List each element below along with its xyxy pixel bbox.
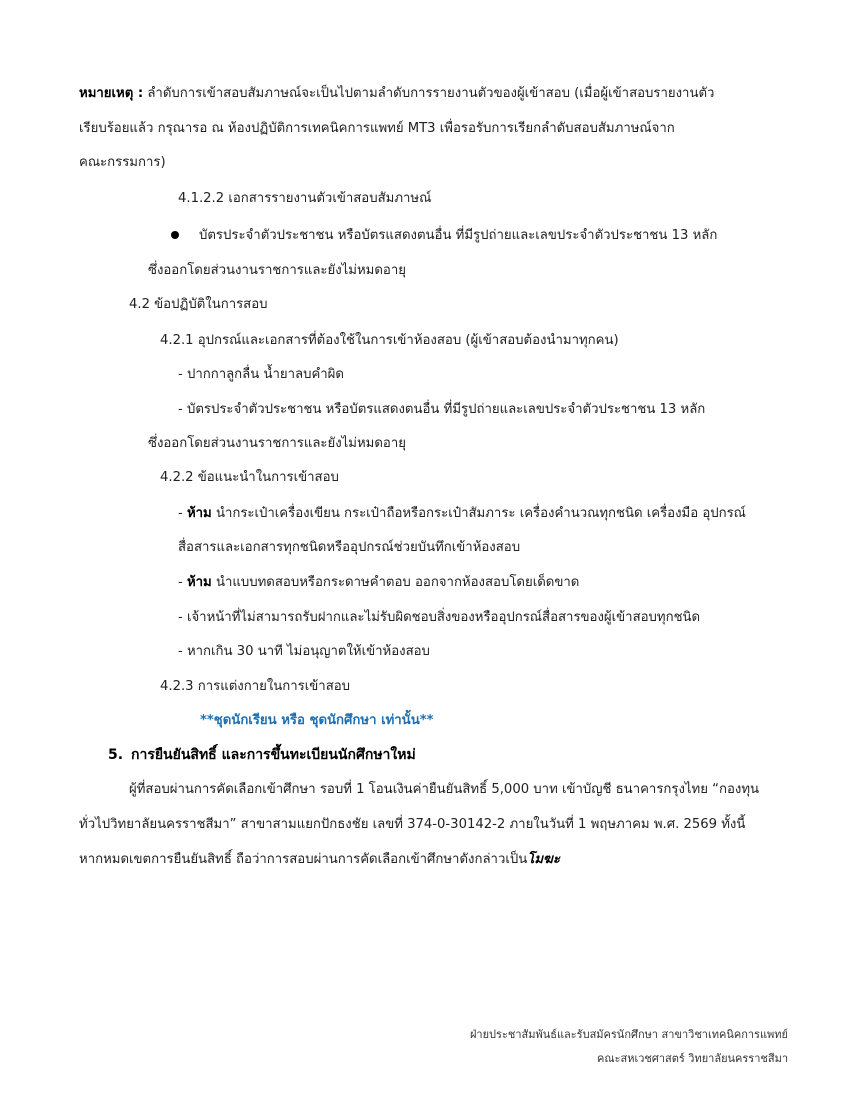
section-4-2-2-item-4: - หากเกิน 30 นาที ไม่อนุญาตให้เข้าห้องสอบ: [178, 644, 430, 659]
section-5-paragraph-line-3: [79, 850, 560, 870]
section-4-2-1-item-2-line-1: - บัตรประจำตัวประชาชน หรือบัตรแสดงตนอื่น ที่มีรูปถ่ายและเลขประจำตัวประชาชน 13 หลัก: [178, 402, 706, 417]
section-4-2-1-item-2-line-2: ซึ่งออกโดยส่วนงานราชการและยังไม่หมดอายุ: [148, 436, 406, 451]
note-label: หมายเหตุ :: [79, 86, 144, 101]
footer-line-2: คณะสหเวชศาสตร์ วิทยาลัยนครราชสีมา: [597, 1052, 788, 1065]
section-4-2-1-heading: 4.2.1 อุปกรณ์และเอกสารที่ต้องใช้ในการเข้าห้องสอบ (ผู้เข้าสอบต้องนำมาทุกคน): [160, 333, 619, 348]
section-4-2-2-item-3: - เจ้าหน้าที่ไม่สามารถรับฝากและไม่รับผิดชอบสิ่งของหรืออุปกรณ์สื่อสารของผู้เข้าสอบทุกชนิด: [178, 610, 701, 625]
footer-line-1: ฝ่ายประชาสัมพันธ์และรับสมัครนักศึกษา สาขาวิชาเทคนิคการแพทย์: [469, 1028, 788, 1041]
note-text-1: ลำดับการเข้าสอบสัมภาษณ์จะเป็นไปตามลำดับการรายงานตัวของผู้เข้าสอบ (เมื่อผู้เข้าสอบรายงานตัว: [143, 86, 715, 101]
section-4-2-3-heading: 4.2.3 การแต่งกายในการเข้าสอบ: [160, 679, 351, 694]
section-4-2-2-item-1-line-2: สื่อสารและเอกสารทุกชนิดหรืออุปกรณ์ช่วยบันทึกเข้าห้องสอบ: [178, 540, 521, 555]
section-4-2-heading: 4.2 ข้อปฏิบัติในการสอบ: [129, 297, 268, 312]
dash: -: [178, 506, 187, 521]
section-4-2-1-item-1: - ปากกาลูกลื่น น้ำยาลบคำผิด: [178, 367, 344, 382]
item-text: นำกระเป๋าเครื่องเขียน กระเป๋าถือหรือกระเป๋าสัมภาระ เครื่องคำนวณทุกชนิด เครื่องมือ อุปกรณ์: [211, 506, 746, 521]
section-4-1-2-2-heading: 4.1.2.2 เอกสารรายงานตัวเข้าสอบสัมภาษณ์: [178, 191, 432, 206]
section-5-heading: การยืนยันสิทธิ์ และการขึ้นทะเบียนนักศึกษาใหม่: [131, 747, 416, 763]
prohibit-word: ห้าม: [186, 575, 212, 590]
section-4-2-2-item-2: [178, 573, 579, 593]
item-text: นำแบบทดสอบหรือกระดาษคำตอบ ออกจากห้องสอบโดยเด็ดขาด: [211, 575, 580, 590]
section-5-number: 5.: [108, 747, 124, 763]
dash: -: [178, 575, 187, 590]
void-emphasis: โมฆะ: [527, 852, 560, 867]
note-line-1: [79, 84, 714, 104]
prohibit-word: ห้าม: [186, 506, 212, 521]
note-line-2: เรียบร้อยแล้ว กรุณารอ ณ ห้องปฏิบัติการเทคนิคการแพทย์ MT3 เพื่อรอรับการเรียกลำดับสอบสัมภาษณ์จาก: [79, 121, 675, 136]
section-4-2-2-heading: 4.2.2 ข้อแนะนำในการเข้าสอบ: [160, 470, 339, 485]
section-4-2-2-item-1-line-1: [178, 504, 746, 524]
section-5-paragraph-line-2: ทั่วไปวิทยาลัยนครราชสีมา” สาขาสามแยกปักธงชัย เลขที่ 374-0-30142-2 ภายในวันที่ 1 พฤษภาคม พ.ศ. 2569 ทั้งนี้: [79, 817, 746, 832]
section-5-paragraph-line-1: ผู้ที่สอบผ่านการคัดเลือกเข้าศึกษา รอบที่ 1 โอนเงินค่ายืนยันสิทธิ์ 5,000 บาท เข้าบัญชี ธนาคารกรุงไทย “กองทุน: [129, 782, 760, 797]
note-line-3: คณะกรรมการ): [79, 155, 166, 170]
bullet-text-line-1: บัตรประจำตัวประชาชน หรือบัตรแสดงตนอื่น ที่มีรูปถ่ายและเลขประจำตัวประชาชน 13 หลัก: [199, 228, 718, 243]
bullet-text-line-2: ซึ่งออกโดยส่วนงานราชการและยังไม่หมดอายุ: [148, 263, 406, 278]
dress-code-note: **ชุดนักเรียน หรือ ชุดนักศึกษา เท่านั้น**: [200, 713, 434, 728]
bullet-dot-icon: [171, 231, 179, 239]
paragraph-text: หากหมดเขตการยืนยันสิทธิ์ ถือว่าการสอบผ่านการคัดเลือกเข้าศึกษาดังกล่าวเป็น: [79, 852, 528, 867]
